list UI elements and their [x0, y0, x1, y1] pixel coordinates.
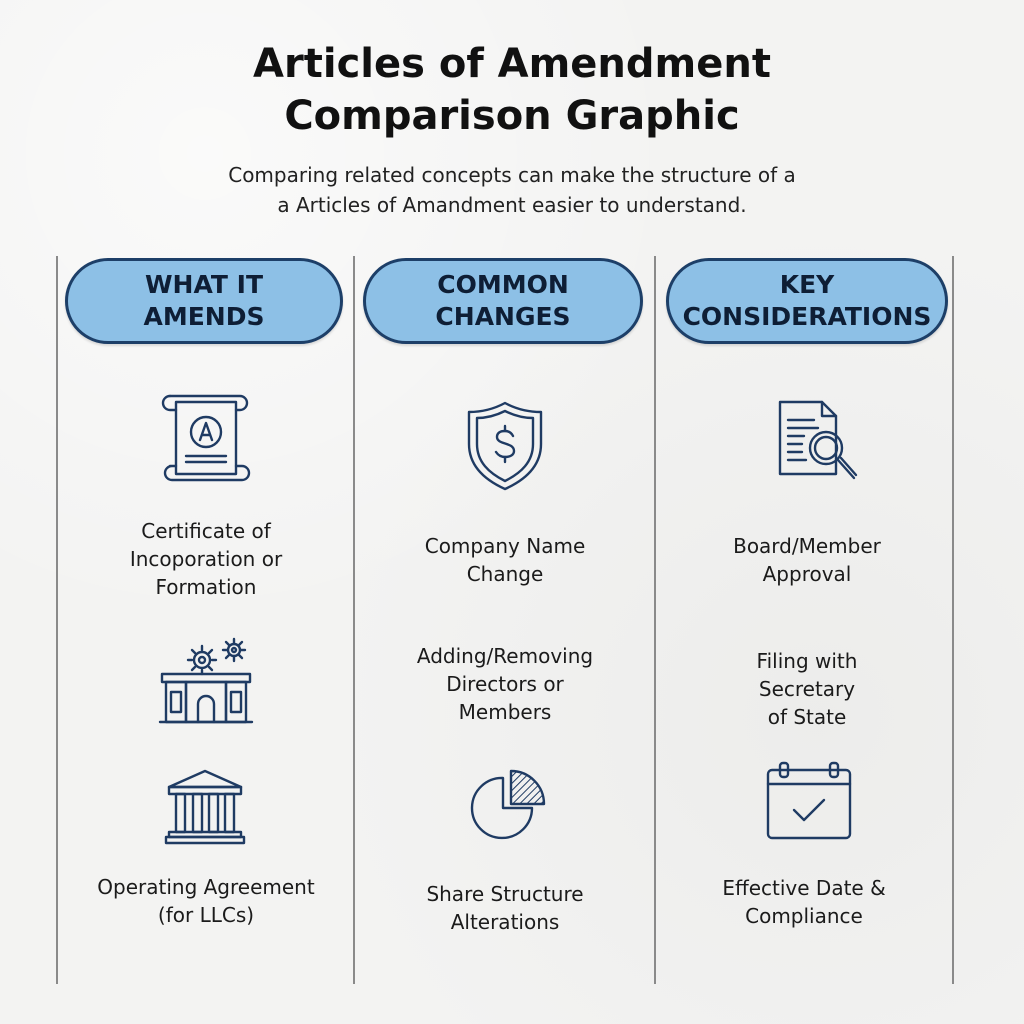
title-line-2: Comparison Graphic: [284, 93, 740, 139]
header-line-1: KEY: [779, 270, 835, 299]
item-label-company-name-change: [365, 532, 645, 588]
label-line: Share Structure: [426, 882, 584, 906]
item-label-board-member-approval: [667, 532, 947, 588]
header-line-2: CONSIDERATIONS: [682, 302, 932, 331]
column-divider-1: [353, 256, 355, 984]
header-line-2: CHANGES: [435, 302, 571, 331]
label-line: Certificate of: [141, 519, 271, 543]
label-line: Change: [466, 562, 544, 586]
column-divider-right: [952, 256, 954, 984]
document-search-icon: [776, 398, 860, 488]
label-line: Adding/Removing: [416, 644, 594, 668]
column-header-key-considerations: [666, 258, 948, 344]
item-label-filing-with-secretary: [667, 647, 947, 731]
column-divider-left: [56, 256, 58, 984]
item-label-effective-date: [664, 874, 944, 930]
bank-columns-icon: [164, 768, 246, 846]
header-line-2: AMENDS: [143, 302, 265, 331]
subtitle-line-2: a Articles of Amandment easier to understand.: [277, 193, 747, 217]
header-line-1: COMMON: [437, 270, 569, 299]
label-line: of State: [767, 705, 847, 729]
shield-dollar-icon: [466, 400, 544, 492]
label-line: Operating Agreement: [97, 875, 315, 899]
label-line: Approval: [762, 562, 852, 586]
item-label-operating-agreement: [66, 873, 346, 929]
label-line: (for LLCs): [157, 903, 255, 927]
label-line: Alterations: [450, 910, 560, 934]
label-line: Company Name: [424, 534, 586, 558]
building-gears-icon: [158, 634, 254, 726]
label-line: Incoporation or: [129, 547, 283, 571]
label-line: Members: [458, 700, 552, 724]
item-label-certificate: [66, 517, 346, 601]
page-subtitle: [0, 160, 1024, 220]
column-divider-2: [654, 256, 656, 984]
label-line: Secretary: [758, 677, 856, 701]
pie-chart-icon: [470, 768, 550, 842]
label-line: Formation: [155, 575, 257, 599]
item-label-adding-removing-directors: [365, 642, 645, 726]
item-label-share-structure: [365, 880, 645, 936]
column-header-common-changes: [363, 258, 643, 344]
label-line: Compliance: [745, 904, 863, 928]
label-line: Board/Member: [733, 534, 881, 558]
certificate-scroll-icon: [160, 390, 252, 486]
label-line: Filing with: [756, 649, 858, 673]
label-line: Directors or: [446, 672, 564, 696]
title-line-1: Articles of Amendment: [253, 41, 771, 87]
column-header-what-it-amends: [65, 258, 343, 344]
page-title: [0, 38, 1024, 142]
calendar-check-icon: [766, 760, 852, 842]
header-line-1: WHAT IT: [144, 270, 264, 299]
subtitle-line-1: Comparing related concepts can make the structure of a: [228, 163, 796, 187]
label-line: Effective Date &: [722, 876, 886, 900]
